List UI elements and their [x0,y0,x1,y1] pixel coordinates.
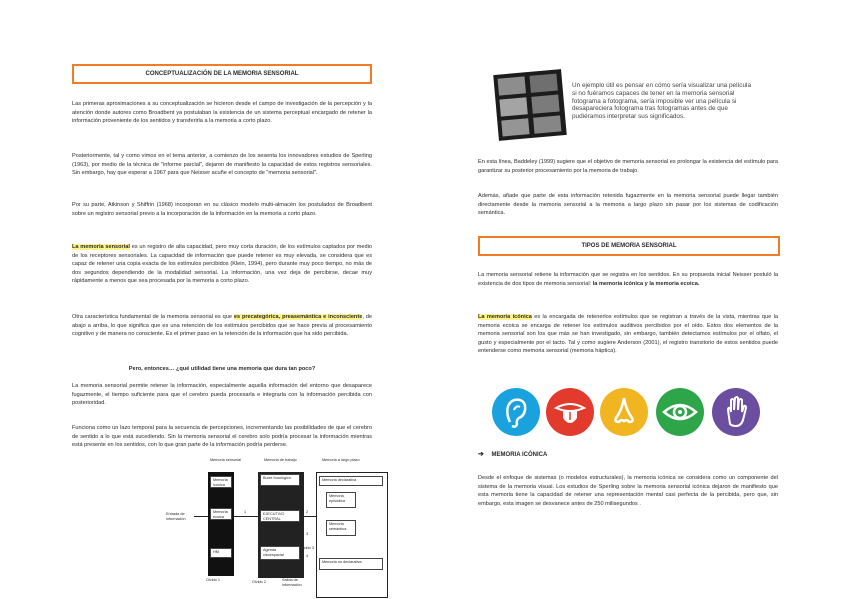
echoic-box: Memoria ecoica [210,508,232,520]
working-memory-box [258,472,304,578]
arrow-number: 1 [244,510,247,514]
subheading-text: MEMORIA ICÓNICA [491,452,548,458]
highlight: La memoria sensorial [72,244,130,250]
eye-icon [656,388,704,436]
non-declarative-box: Memoria no declarativa [319,558,383,570]
paragraph-text: Otra característica fundamental de la memoria sensorial es que [72,314,234,320]
arrow-number: 4 [306,554,309,558]
episodic-box: Memoria episódica [326,492,356,508]
hand-icon [712,388,760,436]
paragraph: Por su parte, Atkinson y Shiffrin (1968) incorporan en su clásico modelo multi-almacén los postulados de Broadbent sobre un registro sensorial previo a la incorporación de la información en la memoria a corto plazo. [72,202,372,217]
bold-text: la memoria icónica y la memoria ecoica. [592,280,700,287]
paragraph-text: La memoria sensorial retiene la información que se registra en los sentidos. En su propuesta inicial Neisser postuló la existencia de dos tipos de memoria sensorial: [478,272,778,287]
ear-icon [492,388,540,436]
section-heading: TIPOS DE MEMORIA SENSORIAL [478,236,780,256]
highlight: es precategórica, preasemántica e inconsciente [233,314,363,320]
film-strip-image [493,69,566,141]
film-caption: Un ejemplo útil es pensar en cómo sería visualizar una película si no fuéramos capaces de tener en la memoria sensorial fotograma a fotograma, sería imposible ver una película si desapareciera fotograma tras fotogramas antes de que pudiéramos interpretar sus significados. [572,82,752,121]
paragraph-text: es la encargada de retenerlos estímulos que se registran a través de la vista, mientras que la memoria ecoica se encarga de retener los estímulos auditivos percibidos por el oído. Estos dos elementos de la memoria sensorial son los que más se han investigado, sin embargo, también detectamos estímulos por el olfato, el gusto y especialmente por el tacto. Tal y como sugiere Anderson (2001), el registro transitorio de estos sentidos puede entenderse como memoria sensorial (memoria háptica). [478,314,778,355]
input-arrow [194,516,208,517]
paragraph: La memoria sensorial permite retener la información, especialmente aquella información del entorno que desaparece fugazmente, el tiempo suficiente para que el cerebro pueda procesarla e integrarla con la información percibida con posterioridad. [72,383,372,407]
diagram-column-label: Memoria de trabajo [264,458,297,462]
memory-model-diagram [166,458,388,596]
diagram-column-label: Memoria a largo plazo [322,458,360,462]
paragraph: Además, añade que parte de esta información retenida fugazmente en la memoria sensorial puede llegar también directamente desde la memoria sensorial a la memoria a largo plazo sin pasar por los sistemas de codificación semántica. [478,193,778,217]
question-heading: Pero, entonces… ¿qué utilidad tiene una memoria que dura tan poco? [128,366,316,372]
tongue-icon [546,388,594,436]
paragraph [72,313,372,339]
subheading [478,451,547,459]
paragraph: En esta línea, Baddeley (1999) sugiere que el objetivo de memoria sensorial es prolongar la existencia del estímulo para garantizar su posterior procesamiento por la memoria de trabajo. [478,159,778,174]
input-label: Entrada de información [166,512,186,521]
central-executive-box: EJECUTIVO CENTRAL [260,510,300,522]
paragraph-text: es un registro de alta capacidad, pero muy corta duración, de los estímulos captados por medio de los receptores sensoriales. La capacidad de información que puede retener es muy elevada, se considera que es capaz de retener una copia exacta de los estímulos percibidos (Klein, 1994), pero durante muy poco tiempo, no más de dos segundos dependiendo de la modalidad sensorial. La información, una vez deja de percibirse, decae muy rápidamente a menos que sea procesada por la memoria a corto plazo. [72,244,372,285]
paragraph [478,271,778,288]
arrow [302,516,316,517]
forgetting-label: Olvido 2 [252,580,266,584]
right-page [424,0,848,599]
paragraph [72,243,372,286]
semantic-box: Memoria semántica [326,520,356,536]
paragraph: Posteriormente, tal y como vimos en el tema anterior, a comienzo de los sesenta los innovadores estudios de Sperling (1963), por medio de la técnica de "informe parcial", dejaron de manifiesto la capacidad de estos registros sensoriales. Sin embargo, hay que esperar a 1967 para que Neisser acuñe el concepto de "memoria sensorial". [72,153,372,177]
phonological-loop-box: Bucle fonológico [260,474,300,486]
forgetting-label: Olvido 1 [206,578,220,582]
section-heading: CONCEPTUALIZACIÓN DE LA MEMORIA SENSORIAL [72,64,372,84]
hm-box: HM [210,548,232,558]
iconic-box: Memoria icónica [210,476,232,488]
highlight: La memoria icónica [478,314,532,320]
paragraph-text: , de abajo a arriba, lo que significa que es una retención de los estímulos percibidos que se hace previa al procesamiento cognitivo y de manera no consciente. Es el primer paso en la retención de la información que ha sido percibida. [72,314,372,338]
declarative-box: Memoria declarativa [319,476,383,486]
paragraph: Desde el enfoque de sistemas (o modelos estructurales), la memoria icónica se considera como un componente del sistema de la memoria visual. Los estudios de Sperling sobre la memoria sensorial icónica dejaron de manifiesto que esta memoria tiene la capacidad de retener una representación mental casi perfecta de la percibida, pero que, sin embargo, esta imagen se desvanece antes de 250 milisegundos . [478,475,778,507]
paragraph: Funciona como un lazo temporal para la secuencia de percepciones, incrementando las posibilidades de que el cerebro de sentido a lo que está sucediendo. Sin la memoria sensorial el cerebro solo podría procesar la información mientras está presente en los sentidos, con lo que gran parte de la información podría perderse. [72,425,372,449]
visuospatial-box: Agenda visoespacial [260,546,300,560]
arrow-icon: ➔ [478,451,484,458]
arrow-number: 2 [306,510,309,514]
paragraph [478,313,778,356]
arrow-number: 3 [306,532,309,536]
forgetting-label: Olvido 3 [300,546,314,550]
output-label: Salida de información [282,578,302,587]
nose-icon [600,388,648,436]
diagram-column-label: Memoria sensorial [210,458,242,462]
paragraph: Las primeras aproximaciones a su conceptualización se hicieron desde el campo de investigación de la percepción y la atención donde autores como Broadbent ya postulaban la existencia de un sistema perceptual encargado de retener la información proveniente de los sentidos y transferirla a la memoria a corto plazo. [72,101,372,125]
arrow [234,516,258,517]
